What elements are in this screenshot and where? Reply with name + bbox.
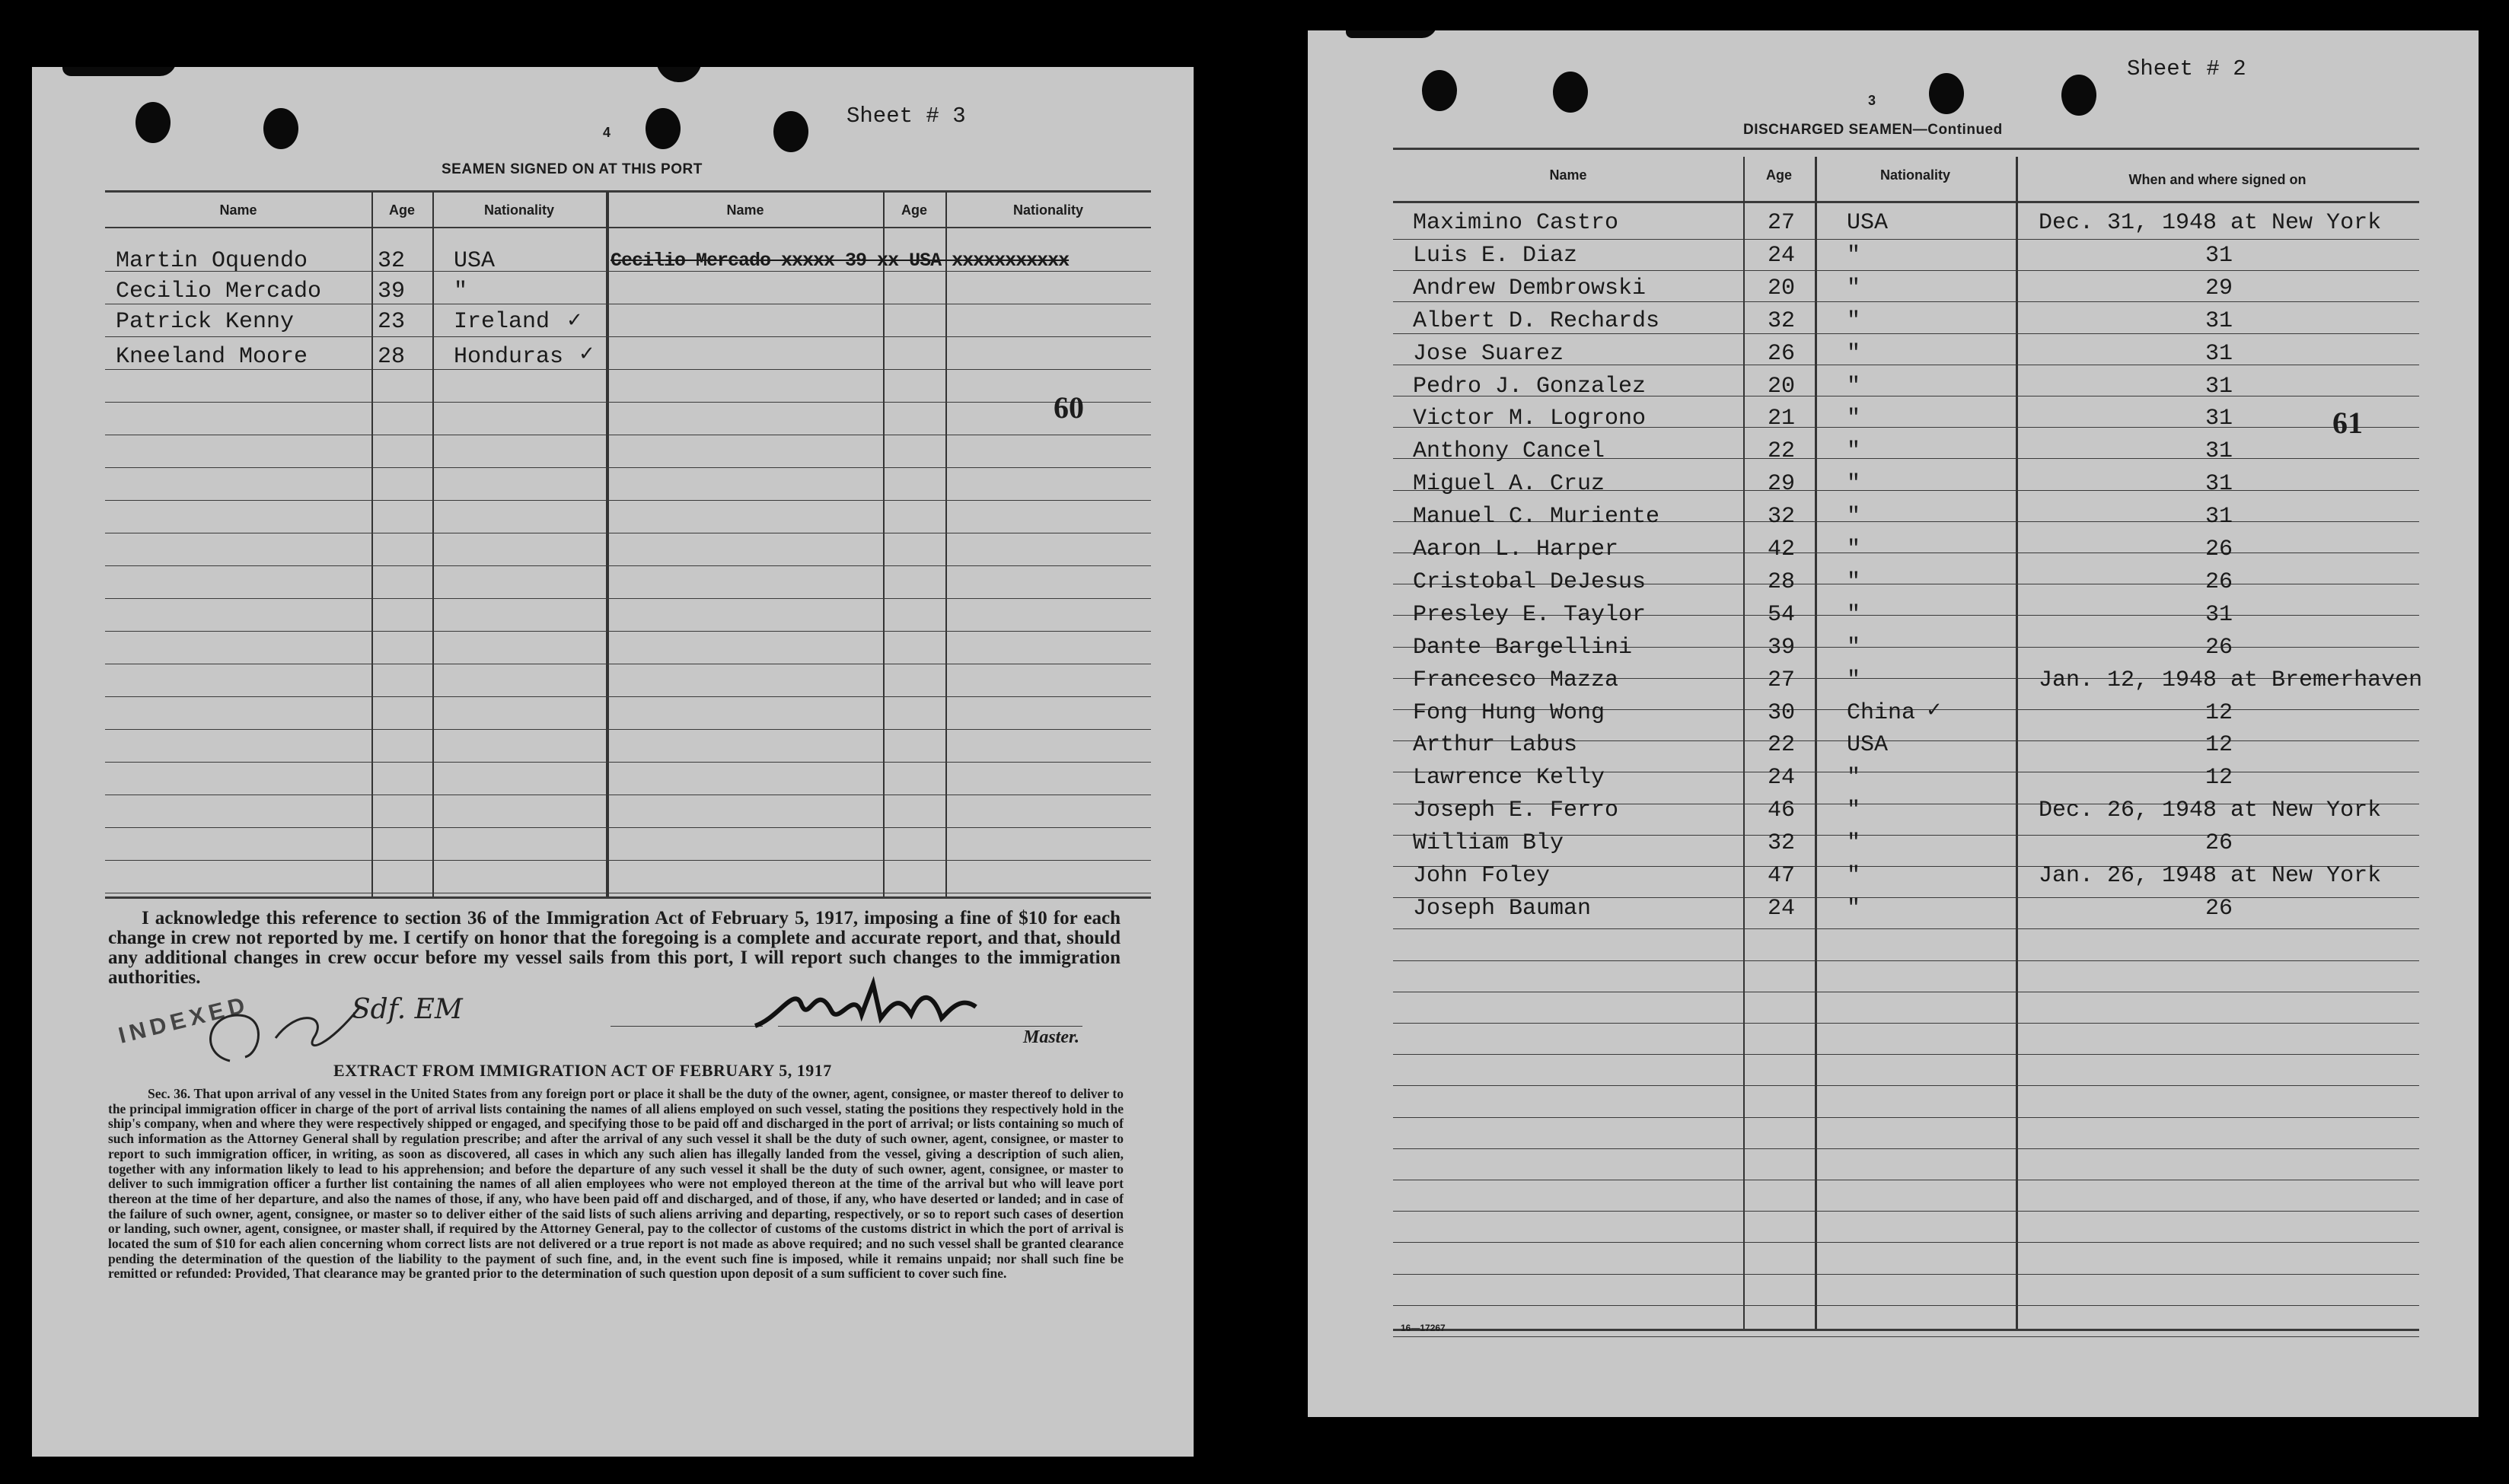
- signed-on-date: 26: [2205, 634, 2233, 661]
- row-rule: [1393, 928, 2419, 929]
- check-mark-icon: ✓: [579, 342, 595, 365]
- page-stamp-number: 60: [1054, 390, 1084, 425]
- row-rule: [1393, 1085, 2419, 1086]
- seaman-name: Lawrence Kelly: [1413, 765, 1605, 791]
- row-rule: [1393, 1242, 2419, 1243]
- row-rule: [1393, 1305, 2419, 1306]
- sheet-label: Sheet # 3: [846, 103, 966, 129]
- seaman-name: Anthony Cancel: [1413, 438, 1605, 465]
- column-header-nationality: Nationality: [1012, 202, 1083, 218]
- signed-on-date: Jan. 26, 1948 at New York: [2039, 863, 2382, 889]
- seaman-age: 46: [1768, 798, 1796, 824]
- column-divider: [883, 192, 885, 896]
- punch-hole: [135, 102, 171, 143]
- seaman-nationality: ": [1847, 830, 1861, 857]
- master-label: Master.: [1023, 1027, 1080, 1047]
- row-rule: [1393, 1148, 2419, 1149]
- signed-on-date: Jan. 12, 1948 at Bremerhaven: [2039, 667, 2423, 693]
- seaman-name: Joseph E. Ferro: [1413, 798, 1619, 824]
- seaman-name: Cristobal DeJesus: [1413, 568, 1647, 595]
- column-header-age: Age: [388, 202, 415, 218]
- seaman-age: 20: [1768, 275, 1796, 301]
- seaman-age: 28: [1768, 568, 1796, 595]
- punch-hole: [1422, 70, 1457, 111]
- row-rule: [105, 336, 1151, 337]
- page-number: 4: [603, 125, 611, 140]
- seaman-name: Luis E. Diaz: [1413, 242, 1578, 269]
- left-manifest-page: [32, 67, 1194, 1457]
- signed-on-date: 26: [2205, 537, 2233, 562]
- seaman-nationality: ": [1847, 373, 1861, 400]
- seaman-nationality: USA: [1847, 210, 1889, 236]
- seaman-name: Arthur Labus: [1413, 732, 1578, 759]
- seaman-age: 54: [1768, 601, 1796, 628]
- acknowledgment-text: I acknowledge this reference to section 36 of the Immigration Act of February 5, 1917, imposing a fine of $10 for each change in crew not reported by me. I certify on honor that the foregoing is a complete and accurate report, and that, should any additional changes in crew occur before my vessel sails from this port, I will report such changes to the immigration authorities.: [108, 908, 1121, 988]
- row-rule: [1393, 1023, 2419, 1024]
- seaman-nationality: China: [1847, 699, 1916, 726]
- indexed-stamp: INDEXED: [116, 992, 252, 1049]
- signed-on-date: 26: [2205, 568, 2233, 595]
- seaman-name: Cecilio Mercado: [116, 279, 322, 304]
- seaman-age: 28: [378, 344, 406, 370]
- signed-on-date: 12: [2205, 732, 2233, 759]
- signed-on-date: 31: [2205, 406, 2233, 432]
- seaman-nationality: ": [1847, 242, 1861, 269]
- seaman-name: Pedro J. Gonzalez: [1413, 373, 1647, 400]
- punch-hole: [263, 108, 298, 149]
- seaman-name: Andrew Dembrowski: [1413, 275, 1647, 301]
- extract-text: Sec. 36. That upon arrival of any vessel in the United States from any foreign port or place it shall be the duty of the owner, agent, consignee, or master thereof to deliver to the principal immigration officer in charge of the port of arrival lists containing the names of all aliens employed on such vessel, stating the positions they respectively hold in the ship's company, when and where they were respectively shipped or engaged, and specifying those to be paid off and discharged in the port of arrival; or lists containing so much of such information as the Attorney General shall by regulation prescribe; and after the arrival of any such vessel it shall be the duty of such owner, agent, consignee, or master to report to such immigration officer, in writing, as soon as discovered, all cases in which any such alien has illegally landed from the vessel, giving a description of such alien, together with any information likely to lead to his apprehension; and before the departure of any such vessel it shall be the duty of such owner, agent, consignee, or master to deliver to such immigration officer a further list containing the names of all alien employees who were not employed thereon at the time of the arrival but who will leave port thereon at the time of her departure, and also the names of those, if any, who have been paid off and discharged, and of those, if any, who have deserted or landed; and in case of the failure of such owner, agent, consignee, or master so to deliver either of the said lists of such aliens arriving and departing, respectively, or so to report such cases of desertion or landing, such owner, agent, consignee, or master shall, if required by the Attorney General, pay to the collector of customs of the customs district in which the port of arrival is located the sum of $10 for each alien concerning whom correct lists are not delivered or a true report is not made as above required; and no such vessel shall be granted clearance pending the determination of the question of the liability to the payment of such fine, and, in the event such fine is imposed, while it remains unpaid; nor shall such fine be remitted or refunded: Provided, That clearance may be granted prior to the determination of such question upon deposit of a sum sufficient to cover such fine.: [108, 1086, 1124, 1282]
- seaman-name: Maximino Castro: [1413, 210, 1619, 236]
- row-rule: [105, 860, 1151, 861]
- seaman-age: 42: [1768, 537, 1796, 562]
- punch-hole: [646, 108, 681, 149]
- seaman-name: Patrick Kenny: [116, 309, 295, 335]
- row-rule: [1393, 1274, 2419, 1275]
- seaman-name: Dante Bargellini: [1413, 634, 1633, 661]
- signed-on-date: 31: [2205, 471, 2233, 498]
- seaman-age: 21: [1768, 406, 1796, 432]
- seaman-nationality: ": [1847, 601, 1861, 628]
- seaman-nationality: ": [1847, 438, 1861, 465]
- seaman-age: 20: [1768, 373, 1796, 400]
- seaman-nationality: ": [454, 279, 468, 304]
- seaman-age: 32: [1768, 307, 1796, 334]
- signed-on-date: 12: [2205, 699, 2233, 726]
- seaman-nationality: ": [1847, 634, 1861, 661]
- page-stamp-number: 61: [2332, 406, 2363, 440]
- section-title: SEAMEN SIGNED ON AT THIS PORT: [442, 161, 703, 177]
- form-number: 16—17267: [1401, 1323, 1446, 1333]
- table-top-rule: [105, 190, 1151, 193]
- signed-on-date: Dec. 31, 1948 at New York: [2039, 210, 2382, 236]
- seaman-name: Albert D. Rechards: [1413, 307, 1660, 334]
- seaman-name: Manuel C. Muriente: [1413, 504, 1660, 530]
- signed-on-date: 31: [2205, 242, 2233, 269]
- seaman-name: Kneeland Moore: [116, 344, 308, 370]
- row-rule: [105, 565, 1151, 566]
- table-top-rule: [1393, 148, 2419, 150]
- column-header-age: Age: [1765, 167, 1792, 183]
- seaman-name: William Bly: [1413, 830, 1564, 857]
- seaman-name: Victor M. Logrono: [1413, 406, 1647, 432]
- signed-on-date: 31: [2205, 601, 2233, 628]
- column-divider: [432, 192, 434, 896]
- signed-on-date: 26: [2205, 895, 2233, 922]
- seaman-nationality: ": [1847, 798, 1861, 824]
- table-bottom-rule: [1393, 1329, 2419, 1331]
- seaman-nationality: USA: [454, 248, 496, 274]
- column-divider: [945, 192, 947, 896]
- signed-on-date: 26: [2205, 830, 2233, 857]
- row-rule: [105, 500, 1151, 501]
- torn-edge: [62, 67, 177, 76]
- sheet-label: Sheet # 2: [2127, 56, 2246, 81]
- seaman-name: Presley E. Taylor: [1413, 601, 1647, 628]
- seaman-age: 39: [378, 279, 406, 304]
- seaman-name: John Foley: [1413, 863, 1551, 889]
- seaman-age: 32: [1768, 830, 1796, 857]
- seaman-age: 27: [1768, 210, 1796, 236]
- seaman-nationality: ": [1847, 275, 1861, 301]
- seaman-age: 22: [1768, 732, 1796, 759]
- torn-edge: [656, 67, 702, 82]
- seaman-nationality: ": [1847, 765, 1861, 791]
- seaman-nationality: ": [1847, 307, 1861, 334]
- seaman-nationality: ": [1847, 340, 1861, 367]
- row-rule: [1393, 1336, 2419, 1337]
- column-header-nationality: Nationality: [1879, 167, 1950, 183]
- punch-hole: [1553, 72, 1588, 113]
- struck-entry: Cecilio Mercado xxxxx 39 xx USA xxxxxxxxxxx: [611, 250, 1070, 272]
- seaman-nationality: ": [1847, 568, 1861, 595]
- seaman-age: 23: [378, 309, 406, 335]
- row-rule: [105, 729, 1151, 730]
- signed-on-date: 31: [2205, 504, 2233, 530]
- column-header-name: Name: [726, 202, 764, 218]
- column-header-age: Age: [901, 202, 927, 218]
- seaman-nationality: ": [1847, 471, 1861, 498]
- signed-on-date: 12: [2205, 765, 2233, 791]
- check-mark-icon: ✓: [566, 309, 583, 331]
- seaman-nationality: Honduras: [454, 344, 564, 370]
- seaman-name: Joseph Bauman: [1413, 895, 1592, 922]
- table-bottom-rule: [105, 896, 1151, 899]
- seaman-name: Fong Hung Wong: [1413, 699, 1605, 726]
- seaman-age: 39: [1768, 634, 1796, 661]
- row-rule: [1393, 1211, 2419, 1212]
- punch-hole: [1929, 73, 1964, 114]
- header-rule: [1393, 201, 2419, 203]
- column-divider: [371, 192, 373, 896]
- signature-line: [611, 1026, 763, 1027]
- column-header-signed-on: When and where signed on: [2128, 172, 2307, 187]
- row-rule: [1393, 301, 2419, 302]
- seaman-age: 32: [1768, 504, 1796, 530]
- column-header-name: Name: [219, 202, 257, 218]
- seaman-age: 24: [1768, 242, 1796, 269]
- seaman-age: 24: [1768, 895, 1796, 922]
- seaman-age: 47: [1768, 863, 1796, 889]
- column-header-nationality: Nationality: [483, 202, 554, 218]
- handwritten-note: Sdf. EM: [352, 994, 463, 1025]
- seaman-age: 22: [1768, 438, 1796, 465]
- signed-on-date: 31: [2205, 373, 2233, 400]
- seaman-name: Martin Oquendo: [116, 248, 308, 274]
- seaman-age: 27: [1768, 667, 1796, 693]
- row-rule: [105, 827, 1151, 828]
- header-rule: [105, 227, 1151, 228]
- seaman-name: Aaron L. Harper: [1413, 537, 1619, 562]
- signed-on-date: 31: [2205, 307, 2233, 334]
- seaman-age: 29: [1768, 471, 1796, 498]
- page-number: 3: [1868, 93, 1876, 108]
- extract-title: EXTRACT FROM IMMIGRATION ACT OF FEBRUARY 5, 1917: [333, 1061, 832, 1080]
- seaman-nationality: ": [1847, 537, 1861, 562]
- right-manifest-page: [1308, 30, 2479, 1417]
- seaman-nationality: ": [1847, 504, 1861, 530]
- punch-hole: [2061, 75, 2096, 116]
- seaman-name: Jose Suarez: [1413, 340, 1564, 367]
- seaman-nationality: USA: [1847, 732, 1889, 759]
- seaman-nationality: Ireland: [454, 309, 550, 335]
- row-rule: [1393, 1054, 2419, 1055]
- section-title: DISCHARGED SEAMEN—Continued: [1743, 122, 2003, 138]
- master-signature: [748, 973, 991, 1041]
- signed-on-date: 31: [2205, 340, 2233, 367]
- seaman-age: 26: [1768, 340, 1796, 367]
- seaman-age: 32: [378, 248, 406, 274]
- signed-on-date: Dec. 26, 1948 at New York: [2039, 798, 2382, 824]
- signed-on-date: 29: [2205, 275, 2233, 301]
- punch-hole: [773, 111, 808, 152]
- row-rule: [1393, 270, 2419, 271]
- row-rule: [105, 631, 1151, 632]
- row-rule: [1393, 1117, 2419, 1118]
- row-rule: [105, 467, 1151, 468]
- signed-on-date: 31: [2205, 438, 2233, 465]
- seaman-name: Francesco Mazza: [1413, 667, 1619, 693]
- seaman-age: 30: [1768, 699, 1796, 726]
- column-header-name: Name: [1549, 167, 1587, 183]
- seaman-name: Miguel A. Cruz: [1413, 471, 1605, 498]
- check-mark-icon: ✓: [1926, 699, 1943, 721]
- row-rule: [105, 402, 1151, 403]
- column-divider: [606, 192, 609, 896]
- row-rule: [105, 762, 1151, 763]
- row-rule: [105, 598, 1151, 599]
- seaman-nationality: ": [1847, 863, 1861, 889]
- row-rule: [105, 696, 1151, 697]
- seaman-age: 24: [1768, 765, 1796, 791]
- seaman-nationality: ": [1847, 667, 1861, 693]
- seaman-nationality: ": [1847, 406, 1861, 432]
- row-rule: [1393, 239, 2419, 240]
- row-rule: [1393, 960, 2419, 961]
- torn-edge: [1346, 30, 1437, 38]
- seaman-nationality: ": [1847, 895, 1861, 922]
